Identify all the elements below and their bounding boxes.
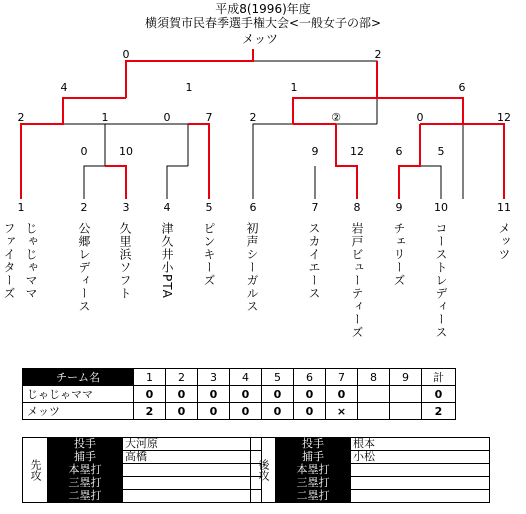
team-name: スカイエース bbox=[307, 222, 321, 300]
seed-8: 8 bbox=[353, 201, 361, 214]
inning-score bbox=[358, 386, 390, 403]
role-label: 三塁打 bbox=[276, 477, 351, 490]
role-label: 投手 bbox=[276, 438, 351, 451]
r2-2-right-score: 7 bbox=[205, 111, 213, 124]
role-label: 捕手 bbox=[276, 451, 351, 464]
seed-5: 5 bbox=[205, 201, 213, 214]
role-label: 本塁打 bbox=[276, 464, 351, 477]
inning-score: 0 bbox=[166, 403, 198, 420]
team-name: 久里浜ソフト bbox=[118, 222, 132, 300]
inning-score bbox=[390, 386, 422, 403]
team-name: コーストレディース bbox=[434, 222, 448, 339]
role-label: 二塁打 bbox=[48, 490, 123, 503]
team-name: 初声シーガルス bbox=[245, 222, 259, 313]
team-name: ピンキーズ bbox=[202, 222, 216, 287]
seed-3: 3 bbox=[122, 201, 130, 214]
scoreboard-header-row bbox=[23, 369, 456, 386]
row-team-name: じゃじゃママ bbox=[23, 386, 134, 403]
inning-header: 6 bbox=[294, 369, 326, 386]
r2-1-right-line bbox=[63, 124, 105, 199]
inning-score bbox=[390, 403, 422, 420]
r2-2-red bbox=[188, 124, 209, 199]
inning-score: 2 bbox=[134, 403, 166, 420]
player-name: 小松 bbox=[351, 451, 490, 464]
player-name bbox=[351, 490, 490, 503]
r1c-left-score: 6 bbox=[395, 145, 403, 158]
player-name bbox=[123, 490, 262, 503]
team-name: 津久井小PTA bbox=[160, 222, 174, 299]
role-label: 二塁打 bbox=[276, 490, 351, 503]
scoreboard-row bbox=[23, 386, 456, 403]
r2-2-left-score: 0 bbox=[163, 111, 171, 124]
inning-header: 4 bbox=[230, 369, 262, 386]
sf2-left-line bbox=[253, 124, 293, 166]
player-name bbox=[123, 464, 262, 477]
final-right-score: 2 bbox=[374, 48, 382, 61]
total-score: 2 bbox=[422, 403, 456, 420]
inning-header: 2 bbox=[166, 369, 198, 386]
player-name bbox=[123, 477, 262, 490]
sf2-left-score: 1 bbox=[290, 81, 298, 94]
r1c-red bbox=[399, 124, 420, 199]
inning-score bbox=[358, 403, 390, 420]
role-label: 三塁打 bbox=[48, 477, 123, 490]
r2-1-right-score: 1 bbox=[101, 111, 109, 124]
seed-1: 1 bbox=[17, 201, 25, 214]
team-name: ファイターズ bbox=[2, 222, 16, 300]
tournament-title: 横須賀市民春季選手権大会<一般女子の部> bbox=[144, 16, 382, 30]
sf2-right-score: 6 bbox=[458, 81, 466, 94]
inning-score: 0 bbox=[198, 403, 230, 420]
r2-4-right-score: 12 bbox=[497, 111, 511, 124]
inning-header: 7 bbox=[326, 369, 358, 386]
seed-7: 7 bbox=[311, 201, 319, 214]
r1a-red bbox=[105, 166, 126, 199]
team-name: 公郷レディース bbox=[77, 222, 91, 313]
scoreboard-table bbox=[22, 368, 456, 420]
r2-1-left-score: 2 bbox=[17, 111, 25, 124]
seed-numbers bbox=[18, 201, 512, 214]
total-score: 0 bbox=[422, 386, 456, 403]
inning-score: × bbox=[326, 403, 358, 420]
sf1-left-score: 4 bbox=[60, 81, 68, 94]
inning-score: 0 bbox=[134, 386, 166, 403]
role-label: 捕手 bbox=[48, 451, 123, 464]
player-name: 大河原 bbox=[123, 438, 262, 451]
team-header: チーム名 bbox=[23, 369, 134, 386]
seed-2: 2 bbox=[80, 201, 88, 214]
inning-score: 0 bbox=[262, 403, 294, 420]
inning-score: 0 bbox=[262, 386, 294, 403]
team-name: メッツ bbox=[497, 222, 511, 261]
r1b-left-score: 9 bbox=[311, 145, 319, 158]
second-batting-label: 後攻 bbox=[251, 438, 276, 503]
year-title: 平成8(1996)年度 bbox=[215, 2, 311, 16]
role-label: 本塁打 bbox=[48, 464, 123, 477]
first-batting-players bbox=[22, 437, 262, 503]
second-batting-players bbox=[250, 437, 490, 503]
champion-name: メッツ bbox=[241, 32, 278, 46]
inning-score: 0 bbox=[326, 386, 358, 403]
sf1-red bbox=[21, 98, 126, 199]
inning-score: 0 bbox=[198, 386, 230, 403]
team-name: 岩戸ビューティーズ bbox=[350, 222, 364, 339]
final-right-line bbox=[253, 61, 377, 124]
player-name: 高橋 bbox=[123, 451, 262, 464]
role-label: 投手 bbox=[48, 438, 123, 451]
bracket bbox=[0, 0, 526, 214]
seed-9: 9 bbox=[395, 201, 403, 214]
r2-3-left-score: 2 bbox=[249, 111, 257, 124]
r2-3-red bbox=[336, 124, 357, 199]
player-name: 根本 bbox=[351, 438, 490, 451]
seed-10: 10 bbox=[434, 201, 448, 214]
final-left-score: 0 bbox=[122, 48, 130, 61]
row-team-name: メッツ bbox=[23, 403, 134, 420]
player-name bbox=[351, 464, 490, 477]
r2-2-left-line bbox=[167, 166, 188, 199]
inning-header: 5 bbox=[262, 369, 294, 386]
team-name: チェリーズ bbox=[392, 222, 406, 287]
inning-header: 3 bbox=[198, 369, 230, 386]
r1c-right-score: 5 bbox=[437, 145, 445, 158]
r2-3-right-score: ② bbox=[331, 111, 341, 124]
seed-4: 4 bbox=[163, 201, 171, 214]
seed-6: 6 bbox=[249, 201, 257, 214]
total-header: 計 bbox=[422, 369, 456, 386]
bracket-scores bbox=[18, 48, 512, 158]
r1a-right-score: 10 bbox=[119, 145, 133, 158]
inning-header: 9 bbox=[390, 369, 422, 386]
inning-score: 0 bbox=[230, 386, 262, 403]
scoreboard-row bbox=[23, 403, 456, 420]
r1b-right-score: 12 bbox=[350, 145, 364, 158]
player-name bbox=[351, 477, 490, 490]
inning-score: 0 bbox=[166, 386, 198, 403]
r1c-right-line bbox=[420, 166, 441, 199]
first-batting-label: 先攻 bbox=[23, 438, 48, 503]
seed-11: 11 bbox=[497, 201, 511, 214]
r1a-left-score: 0 bbox=[80, 145, 88, 158]
team-name: じゃじゃママ bbox=[24, 222, 38, 300]
sf1-right-score: 1 bbox=[185, 81, 193, 94]
r2-4-left-score: 0 bbox=[416, 111, 424, 124]
inning-score: 0 bbox=[294, 403, 326, 420]
inning-header: 1 bbox=[134, 369, 166, 386]
inning-header: 8 bbox=[358, 369, 390, 386]
inning-score: 0 bbox=[294, 386, 326, 403]
inning-score: 0 bbox=[230, 403, 262, 420]
bracket-lines-black bbox=[60, 61, 463, 199]
r2-4-red bbox=[463, 124, 504, 199]
